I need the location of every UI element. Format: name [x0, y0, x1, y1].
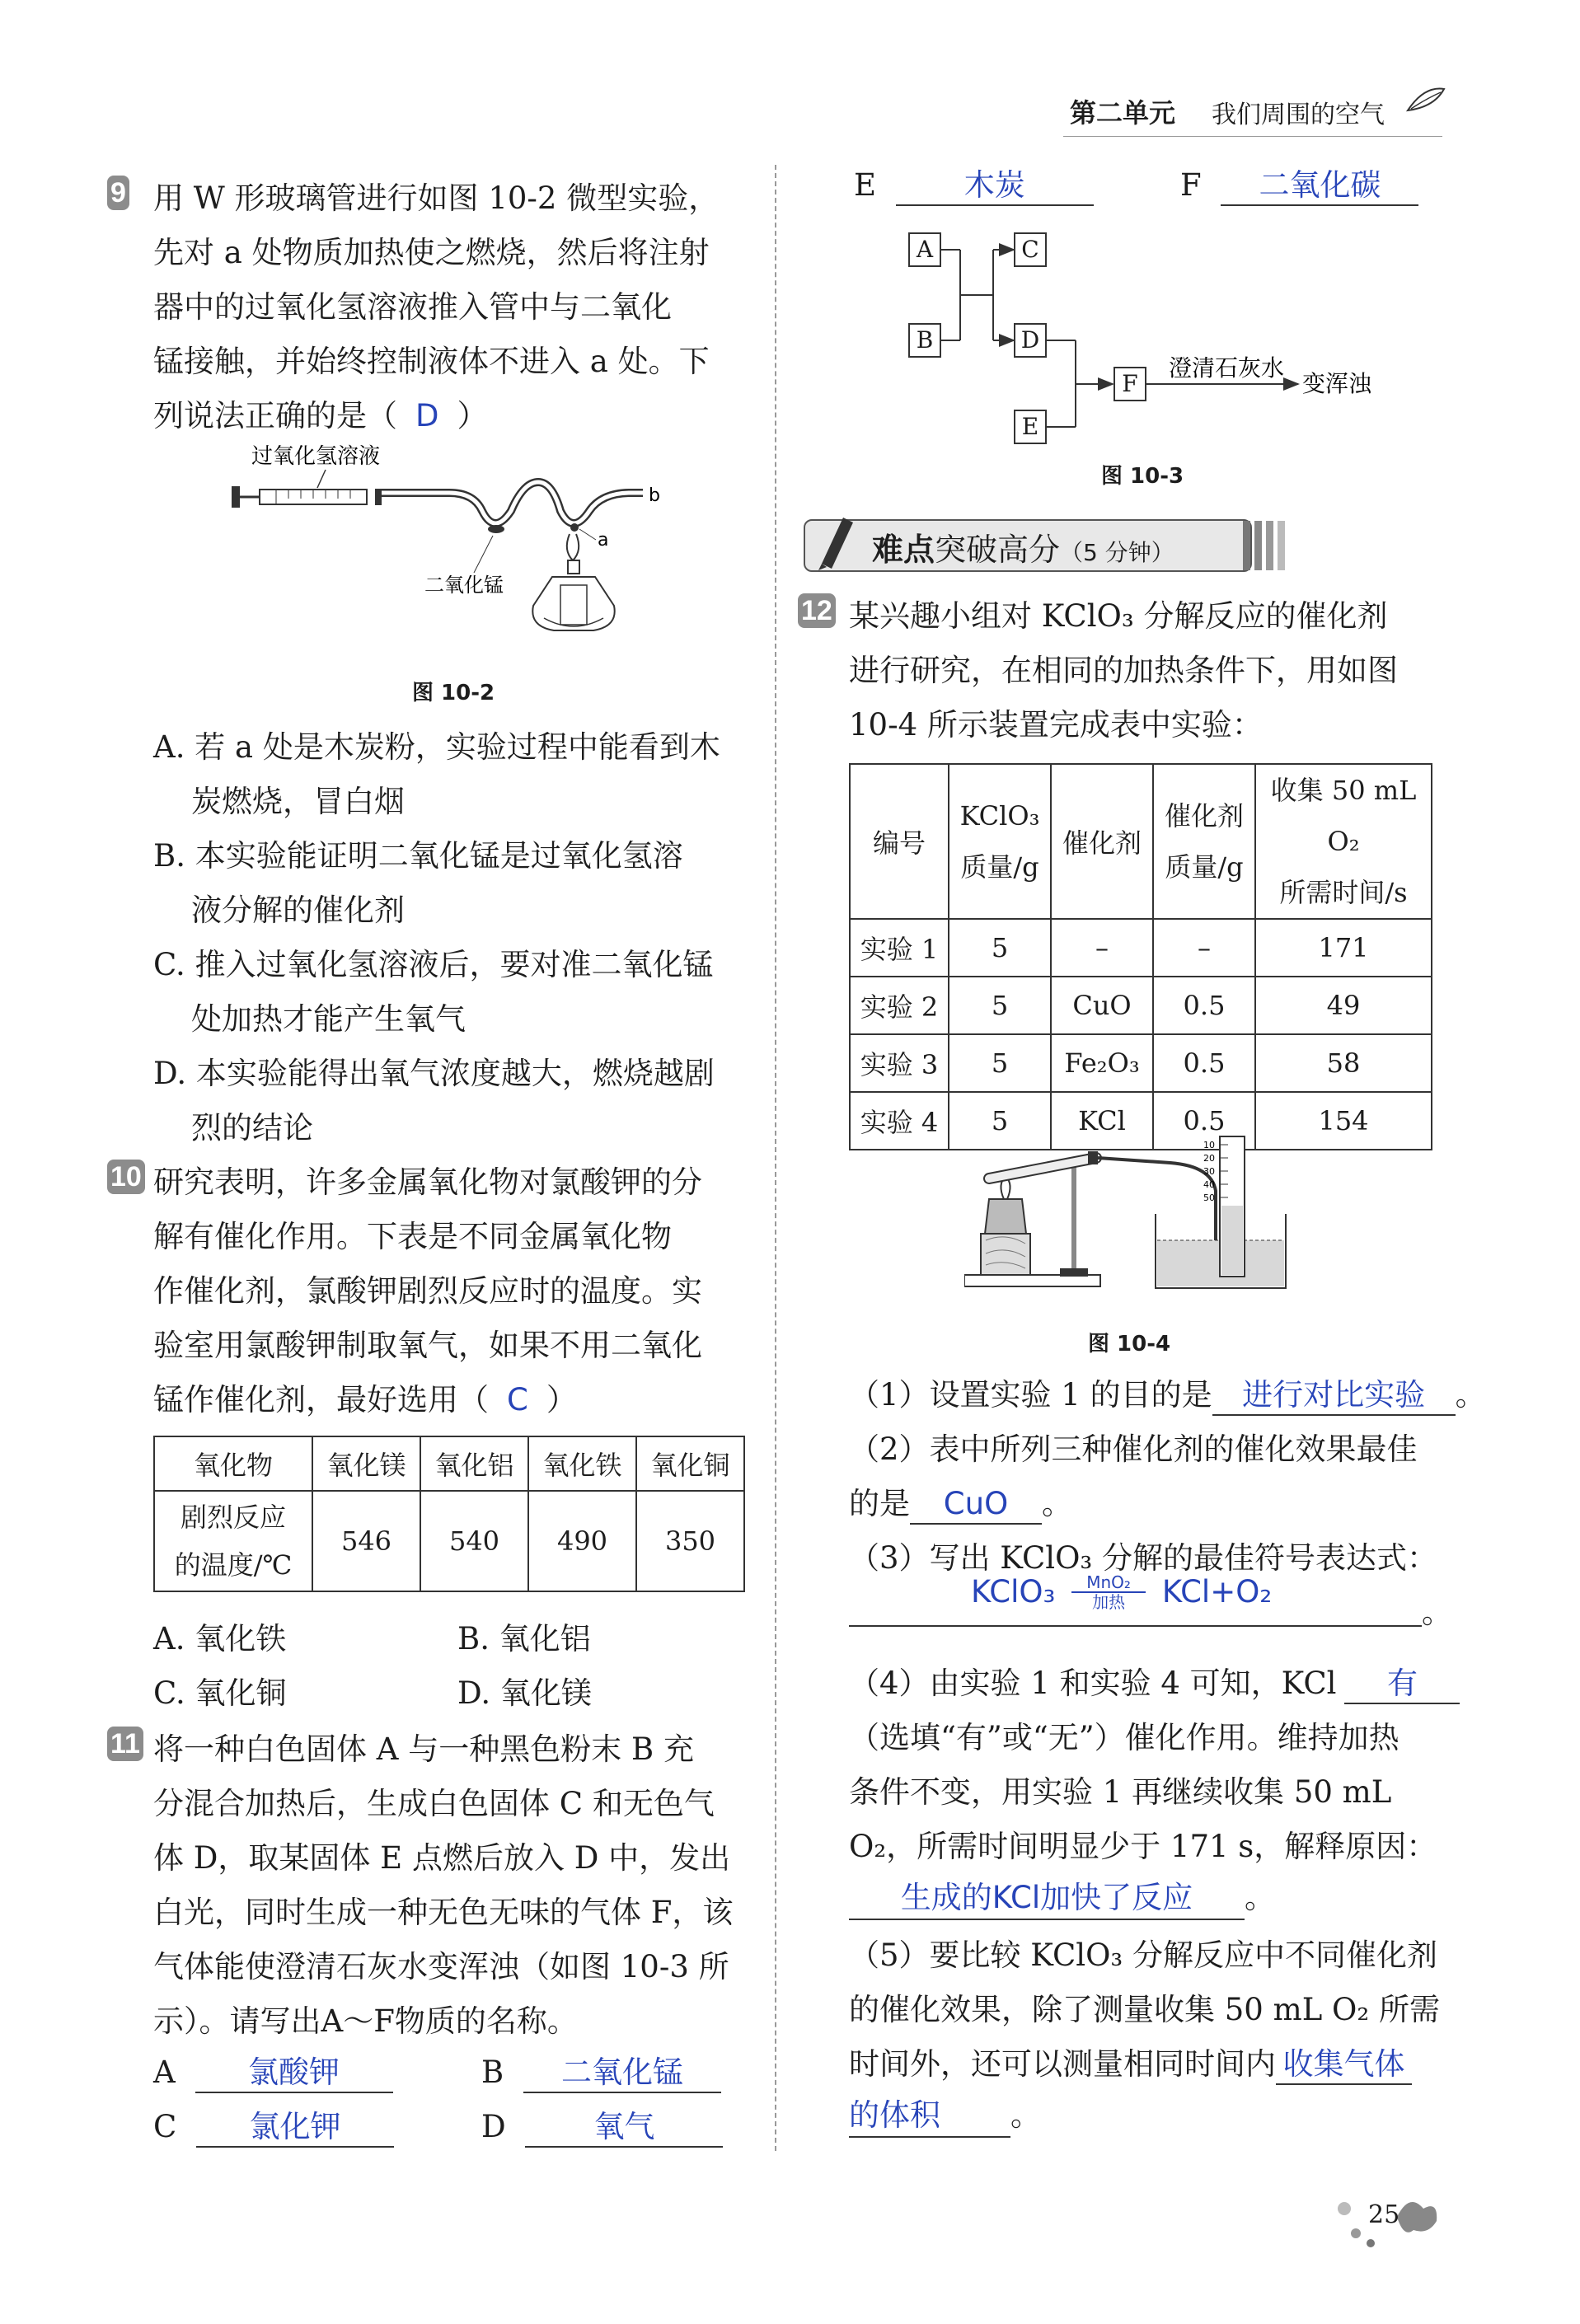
q12-cell: 5: [949, 919, 1051, 977]
q10-line-2: 解有催化作用。下表是不同金属氧化物: [153, 1219, 672, 1254]
q12-cell: 实验 2: [850, 977, 949, 1034]
q12-cell: 5: [949, 977, 1051, 1034]
q12-sub5-line3: 时间外，还可以测量相同时间内 收集气体: [849, 2039, 1412, 2085]
tick-label: 30: [1203, 1166, 1215, 1177]
q11-line-3: 体 D，取某固体 E 点燃后放入 D 中，发出: [153, 1840, 731, 1876]
q9-line-1: 用 W 形玻璃管进行如图 10-2 微型实验，: [153, 180, 720, 216]
q10-header: 氧化铝: [420, 1436, 528, 1491]
tick-label: 50: [1203, 1192, 1215, 1203]
q12-cell: 154: [1255, 1092, 1432, 1150]
tick-label: 40: [1203, 1179, 1215, 1190]
arrow-icon: [1071, 1591, 1146, 1593]
q12-line-1: 某兴趣小组对 KClO₃ 分解反应的催化剂: [849, 598, 1388, 634]
box-e: E: [1014, 410, 1047, 444]
q12-sub5-line4: 的体积 。: [849, 2090, 1041, 2138]
box-f: F: [1114, 367, 1146, 401]
q12-cell: CuO: [1051, 977, 1153, 1034]
q9-option-c-1: C. 推入过氧化氢溶液后，要对准二氧化锰: [153, 947, 714, 982]
q10-line-5: 锰作催化剂，最好选用（ C ）: [153, 1382, 577, 1417]
q10-line-1: 研究表明，许多金属氧化物对氯酸钾的分: [153, 1164, 702, 1200]
q9-number: 9: [107, 176, 129, 210]
q12-header: 催化剂: [1051, 764, 1153, 919]
figure-10-3-caption: 图 10-3: [1101, 464, 1184, 489]
pen-icon: [812, 506, 861, 572]
q12-sub4-line2: （选填“有”或“无”）催化作用。维持加热: [849, 1720, 1399, 1755]
q9-option-d-1: D. 本实验能得出氧气浓度越大，燃烧越剧: [153, 1056, 715, 1091]
w-tube: [382, 482, 643, 523]
q11-blank-e[interactable]: 木炭: [896, 166, 1094, 206]
q9-option-b-1: B. 本实验能证明二氧化锰是过氧化氢溶: [153, 838, 683, 874]
q12-cell: 实验 4: [850, 1092, 949, 1150]
box-b: B: [908, 323, 941, 358]
q10-cell: 540: [420, 1491, 528, 1591]
q12-blank-2[interactable]: CuO: [910, 1485, 1042, 1525]
q12-cell: 171: [1255, 919, 1432, 977]
figure-10-2: [227, 437, 672, 651]
q11-line-6: 示）。请写出A～F物质的名称。: [153, 2003, 578, 2039]
q12-cell: Fe₂O₃: [1051, 1034, 1153, 1092]
box-d: D: [1014, 323, 1047, 358]
label-leader: [317, 470, 326, 488]
section-title: 难点突破高分（5 分钟）: [872, 532, 1174, 568]
q10-cell: 490: [528, 1491, 636, 1591]
q10-number: 10: [107, 1160, 145, 1194]
q12-sub3-line1: （3）写出 KClO₃ 分解的最佳符号表达式：: [849, 1540, 1438, 1576]
mno2-powder: [488, 525, 504, 533]
page-number: 25: [1368, 2200, 1400, 2229]
q9-option-b-2: 液分解的催化剂: [191, 893, 405, 928]
q10-option-b: B. 氧化铝: [457, 1621, 591, 1656]
figure-10-4: [964, 1133, 1327, 1294]
q12-blank-1[interactable]: 进行对比实验: [1212, 1376, 1456, 1416]
q11-blank-a[interactable]: 氯酸钾: [195, 2054, 393, 2093]
q9-line-3: 器中的过氧化氢溶液推入管中与二氧化: [153, 289, 672, 325]
tick-label: 20: [1203, 1153, 1215, 1164]
q10-row-label: 剧烈反应 的温度/℃: [154, 1491, 312, 1591]
wood-block-icon: [981, 1234, 1030, 1275]
q11-answer-b: B 二氧化锰: [481, 2054, 721, 2093]
q12-cell: 5: [949, 1092, 1051, 1150]
q12-cell: 5: [949, 1034, 1051, 1092]
q11-answer-d: D 氧气: [481, 2108, 723, 2148]
q12-sub1: （1）设置实验 1 的目的是 进行对比实验 。: [849, 1370, 1486, 1416]
q9-line-4: 锰接触，并始终控制液体不进入 a 处。下: [153, 344, 710, 379]
table-row: [850, 977, 1432, 1034]
q12-blank-4[interactable]: 有: [1344, 1665, 1460, 1704]
q12-sub2-line1: （2）表中所列三种催化剂的催化效果最佳: [849, 1431, 1418, 1467]
q12-cell: 49: [1255, 977, 1432, 1034]
header-rule: [1063, 136, 1442, 137]
q11-line-5: 气体能使澄清石灰水变浑浊（如图 10-3 所: [153, 1949, 729, 1984]
q10-header: 氧化铁: [528, 1436, 636, 1491]
alcohol-lamp-icon: [985, 1176, 1026, 1234]
q12-cell: 实验 3: [850, 1034, 949, 1092]
q12-sub4-line5: 生成的KCl加快了反应 。: [849, 1872, 1275, 1920]
q11-answer-f: F 二氧化碳: [1180, 166, 1418, 206]
test-tube-icon: [989, 1151, 1098, 1178]
q12-header: KClO₃ 质量/g: [949, 764, 1051, 919]
point-a: a: [598, 530, 609, 551]
box-c: C: [1014, 232, 1047, 267]
q12-sub3-suffix: 。: [1422, 1595, 1452, 1630]
q12-cell: 0.5: [1153, 1092, 1255, 1150]
q12-cell: –: [1051, 919, 1153, 977]
figure-10-2-caption: 图 10-2: [412, 681, 495, 705]
q12-line-2: 进行研究，在相同的加热条件下，用如图: [849, 653, 1398, 688]
q9-option-a-1: A. 若 a 处是木炭粉，实验过程中能看到木: [153, 729, 720, 765]
q12-sub5-line1: （5）要比较 KClO₃ 分解反应中不同催化剂: [849, 1937, 1438, 1973]
q12-sub5-line2: 的催化效果，除了测量收集 50 mL O₂ 所需: [849, 1992, 1440, 2027]
q10-header: 氧化铜: [636, 1436, 744, 1491]
table-row: [850, 1034, 1432, 1092]
header-title: 我们周围的空气: [1212, 101, 1385, 129]
q9-option-c-2: 处加热才能产生氧气: [191, 1001, 466, 1037]
q12-sub4-line4: O₂，所需时间明显少于 171 s，解释原因：: [849, 1829, 1437, 1864]
q12-sub4-line1: （4）由实验 1 和实验 4 可知，KCl 有: [849, 1658, 1460, 1704]
q12-blank-5[interactable]: 生成的KCl加快了反应: [849, 1877, 1245, 1920]
banner-stripes: [1243, 521, 1294, 570]
q11-number: 11: [107, 1727, 143, 1761]
q10-line-4: 验室用氯酸钾制取氧气，如果不用二氧化: [153, 1328, 702, 1363]
tick-label: 10: [1203, 1140, 1215, 1150]
figure-10-3-lines: [890, 223, 1418, 462]
q12-cell: –: [1153, 919, 1255, 977]
q10-cell: 350: [636, 1491, 744, 1591]
column-divider: [775, 165, 776, 2151]
q11-blank-f[interactable]: 二氧化碳: [1221, 166, 1418, 206]
q11-line-2: 分混合加热后，生成白色固体 C 和无色气: [153, 1786, 715, 1821]
q12-header: 收集 50 mL O₂ 所需时间/s: [1255, 764, 1432, 919]
q12-blank-6a[interactable]: 收集气体: [1276, 2045, 1412, 2085]
equation: KClO₃ MnO₂ 加热 KCl+O₂: [971, 1572, 1273, 1612]
q12-header: 编号: [850, 764, 949, 919]
q10-cell: 546: [312, 1491, 420, 1591]
result-label: 变浑浊: [1302, 370, 1372, 397]
q10-table: [153, 1436, 745, 1592]
q10-header: 氧化物: [154, 1436, 312, 1491]
reagent-label: 澄清石灰水: [1169, 354, 1285, 382]
q11-line-4: 白光，同时生成一种无色无味的气体 F，该: [153, 1895, 734, 1930]
q12-sub2-line2: 的是 CuO 。: [849, 1478, 1072, 1525]
q12-sub4-line3: 条件不变，用实验 1 再继续收集 50 mL: [849, 1774, 1392, 1810]
q10-answer[interactable]: C: [507, 1382, 528, 1417]
q12-table: [849, 763, 1432, 1150]
figure-10-4-caption: 图 10-4: [1088, 1332, 1171, 1356]
q12-cell: 实验 1: [850, 919, 949, 977]
syringe-label: 过氧化氢溶液: [251, 444, 381, 469]
table-row: [850, 919, 1432, 977]
q12-header: 催化剂 质量/g: [1153, 764, 1255, 919]
q9-option-a-2: 炭燃烧，冒白烟: [191, 784, 405, 819]
q12-cell: KCl: [1051, 1092, 1153, 1150]
q11-blank-c[interactable]: 氯化钾: [196, 2108, 394, 2148]
q9-answer[interactable]: D: [415, 398, 439, 433]
q12-blank-6b[interactable]: 的体积: [849, 2095, 1010, 2138]
q10-line-3: 作催化剂，氯酸钾剧烈反应时的温度。实: [153, 1273, 702, 1309]
q11-answer-e: E 木炭: [854, 166, 1094, 206]
tube-end-b: b: [649, 485, 660, 506]
q12-line-3: 10-4 所示装置完成表中实验：: [849, 707, 1263, 743]
q9-line-2: 先对 a 处物质加热使之燃烧，然后将注射: [153, 235, 710, 270]
q11-blank-d[interactable]: 氧气: [525, 2108, 723, 2148]
q11-answer-c: C 氯化钾: [153, 2108, 394, 2148]
q10-option-a: A. 氧化铁: [153, 1621, 287, 1656]
leaf-decoration-icon: [1401, 77, 1451, 127]
substance-a: [570, 523, 579, 532]
q10-option-d: D. 氧化镁: [457, 1675, 592, 1711]
q9-line-5: 列说法正确的是（ D ）: [153, 398, 488, 433]
q12-cell: 58: [1255, 1034, 1432, 1092]
q12-number: 12: [798, 593, 836, 628]
q10-option-c: C. 氧化铜: [153, 1675, 287, 1711]
q12-cell: 0.5: [1153, 1034, 1255, 1092]
q10-header: 氧化镁: [312, 1436, 420, 1491]
box-a: A: [908, 232, 941, 267]
mno2-label: 二氧化锰: [424, 574, 504, 597]
header-unit: 第二单元: [1070, 97, 1176, 129]
q9-option-d-2: 烈的结论: [191, 1110, 313, 1146]
q11-blank-b[interactable]: 二氧化锰: [523, 2054, 721, 2093]
syringe-icon: [232, 486, 382, 508]
q12-cell: 0.5: [1153, 977, 1255, 1034]
q11-answer-a: A 氯酸钾: [153, 2054, 393, 2093]
q11-line-1: 将一种白色固体 A 与一种黑色粉末 B 充: [153, 1731, 694, 1767]
